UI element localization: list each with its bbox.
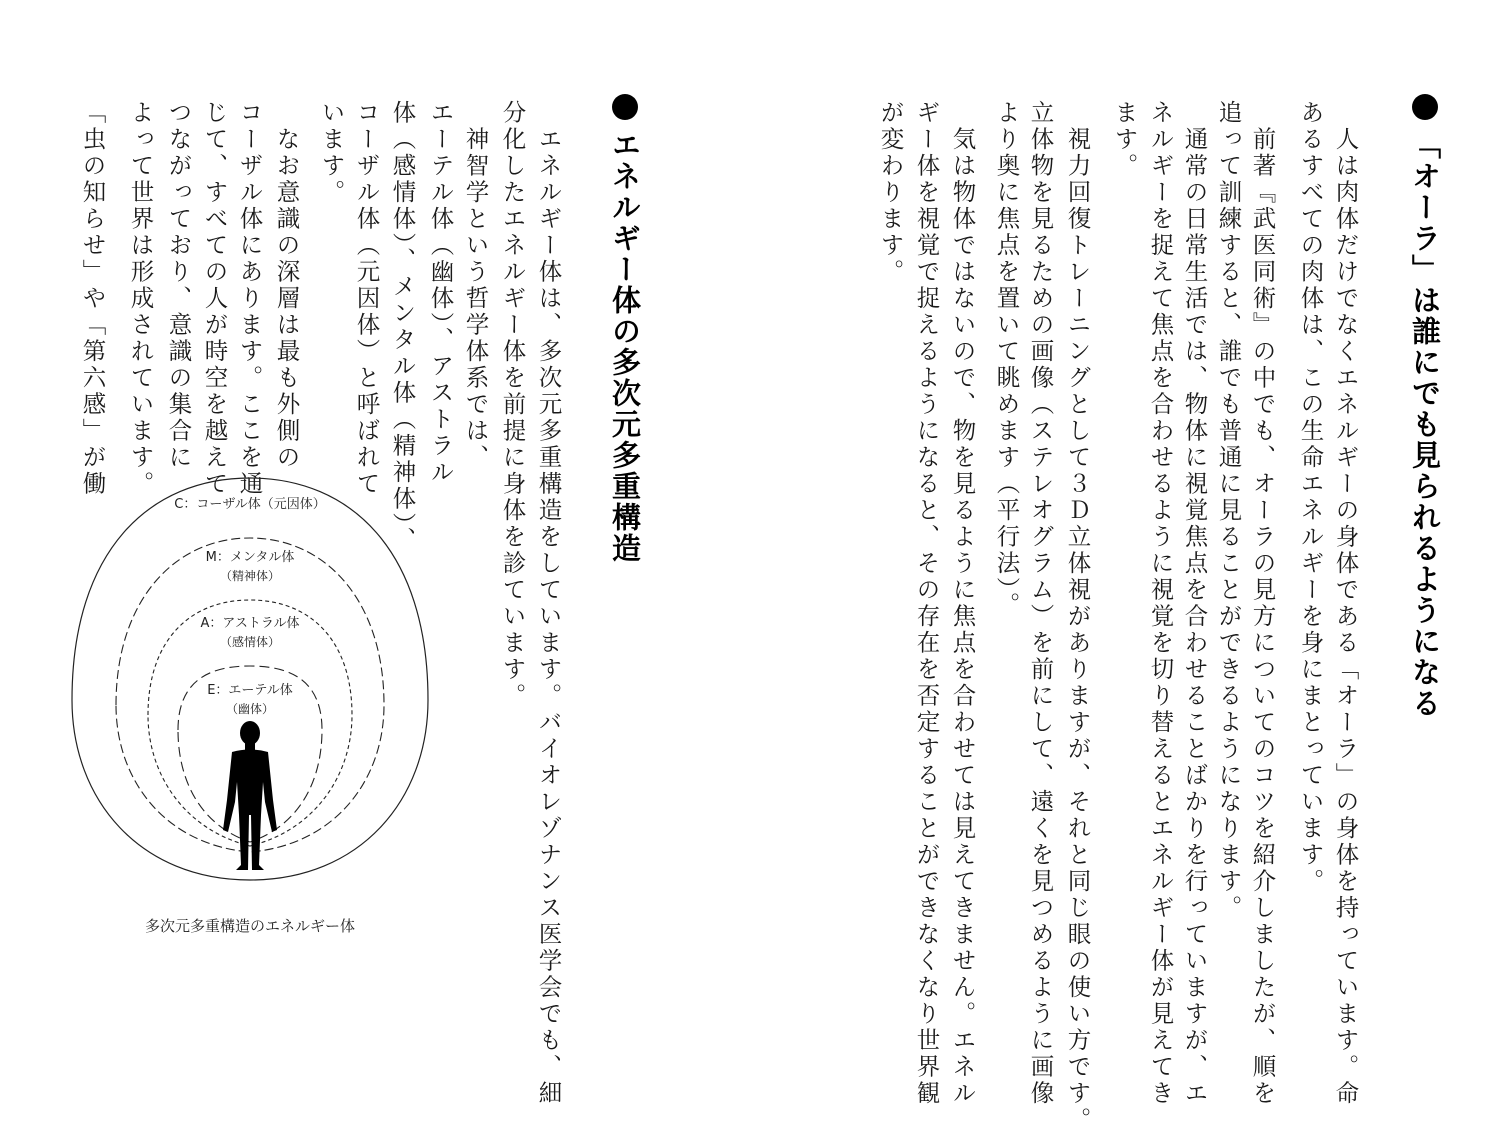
text-column: 前著『武医同術』の中でも、オーラの見方についてのコツを紹介しましたが、順を [1248, 100, 1277, 1107]
label-mental-sub: （精神体） [219, 569, 281, 583]
text-column: 人は肉体だけでなくエネルギーの身体である「オーラ」の身体を持っています。命 [1331, 100, 1360, 1107]
text-column: 体（感情体）、メンタル体（精神体）、 [388, 100, 417, 554]
label-etheric: E：エーテル体 [207, 683, 293, 698]
text-column: 追って訓練すると、誰でも普通に見ることができるようになります。 [1214, 100, 1243, 922]
text-column: が変わります。 [876, 100, 905, 286]
human-silhouette-icon [223, 721, 277, 870]
label-astral: A：アストラル体 [200, 616, 300, 631]
text-column: います。 [317, 100, 346, 206]
energy-body-diagram [60, 470, 440, 940]
label-causal: C：コーザル体（元因体） [174, 497, 326, 512]
text-column: 「虫の知らせ」や「第六感」が働 [78, 100, 107, 498]
text-column: 通常の日常生活では、物体に視覚焦点を合わせることばかりを行っていますが、エ [1180, 100, 1209, 1107]
text-column: よって世界は形成されています。 [126, 100, 155, 498]
label-mental: M：メンタル体 [205, 550, 295, 565]
text-column: エーテル体（幽体）、アストラル [426, 100, 455, 486]
heading-text: 「オーラ」は誰にでも見られるようになる [1408, 130, 1442, 719]
left-page [0, 0, 750, 1107]
text-column: コーザル体にあります。ここを通 [235, 100, 264, 498]
bullet-icon [1412, 94, 1438, 120]
text-column: ギー体を視覚で捉えるようになると、その存在を否定することができなくなり世界観 [912, 100, 941, 1107]
label-astral-sub: （感情体） [219, 635, 281, 649]
text-column: じて、すべての人が時空を越えて [200, 100, 229, 498]
text-column: コーザル体（元因体）と呼ばれて [352, 100, 381, 498]
text-column: 気は物体ではないので、物を見るように焦点を合わせては見えてきません。エネル [948, 100, 977, 1107]
text-column: 分化したエネルギー体を前提に身体を診ています。 [498, 100, 527, 710]
text-column: つながっており、意識の集合に [164, 100, 193, 471]
text-column: 神智学という哲学体系では、 [461, 100, 490, 471]
right-page [750, 0, 1500, 1134]
text-column: エネルギー体は、多次元多重構造をしています。バイオレゾナンス医学会でも、細 [534, 100, 563, 1107]
text-column: なお意識の深層は最も外側の [272, 100, 301, 471]
text-column: 視力回復トレーニングとして３Ｄ立体視がありますが、それと同じ眼の使い方です。 [1063, 100, 1092, 1134]
label-etheric-sub: （幽体） [225, 702, 275, 716]
section-heading-energy-body [608, 94, 642, 564]
text-column: ます。 [1110, 100, 1139, 180]
heading-text: エネルギー体の多次元多重構造 [608, 130, 642, 564]
figure-caption: 多次元多重構造のエネルギー体 [144, 917, 355, 935]
text-column: より奥に焦点を置いて眺めます（平行法）。 [992, 100, 1021, 619]
section-heading-aura [1408, 94, 1442, 719]
bullet-icon [612, 94, 638, 120]
text-column: あるすべての肉体は、この生命エネルギーを身にまとっています。 [1296, 100, 1325, 895]
text-column: 立体物を見るための画像（ステレオグラム）を前にして、遠くを見つめるように画像 [1026, 100, 1055, 1107]
text-column: ネルギーを捉えて焦点を合わせるように視覚を切り替えるとエネルギー体が見えてき [1146, 100, 1175, 1107]
